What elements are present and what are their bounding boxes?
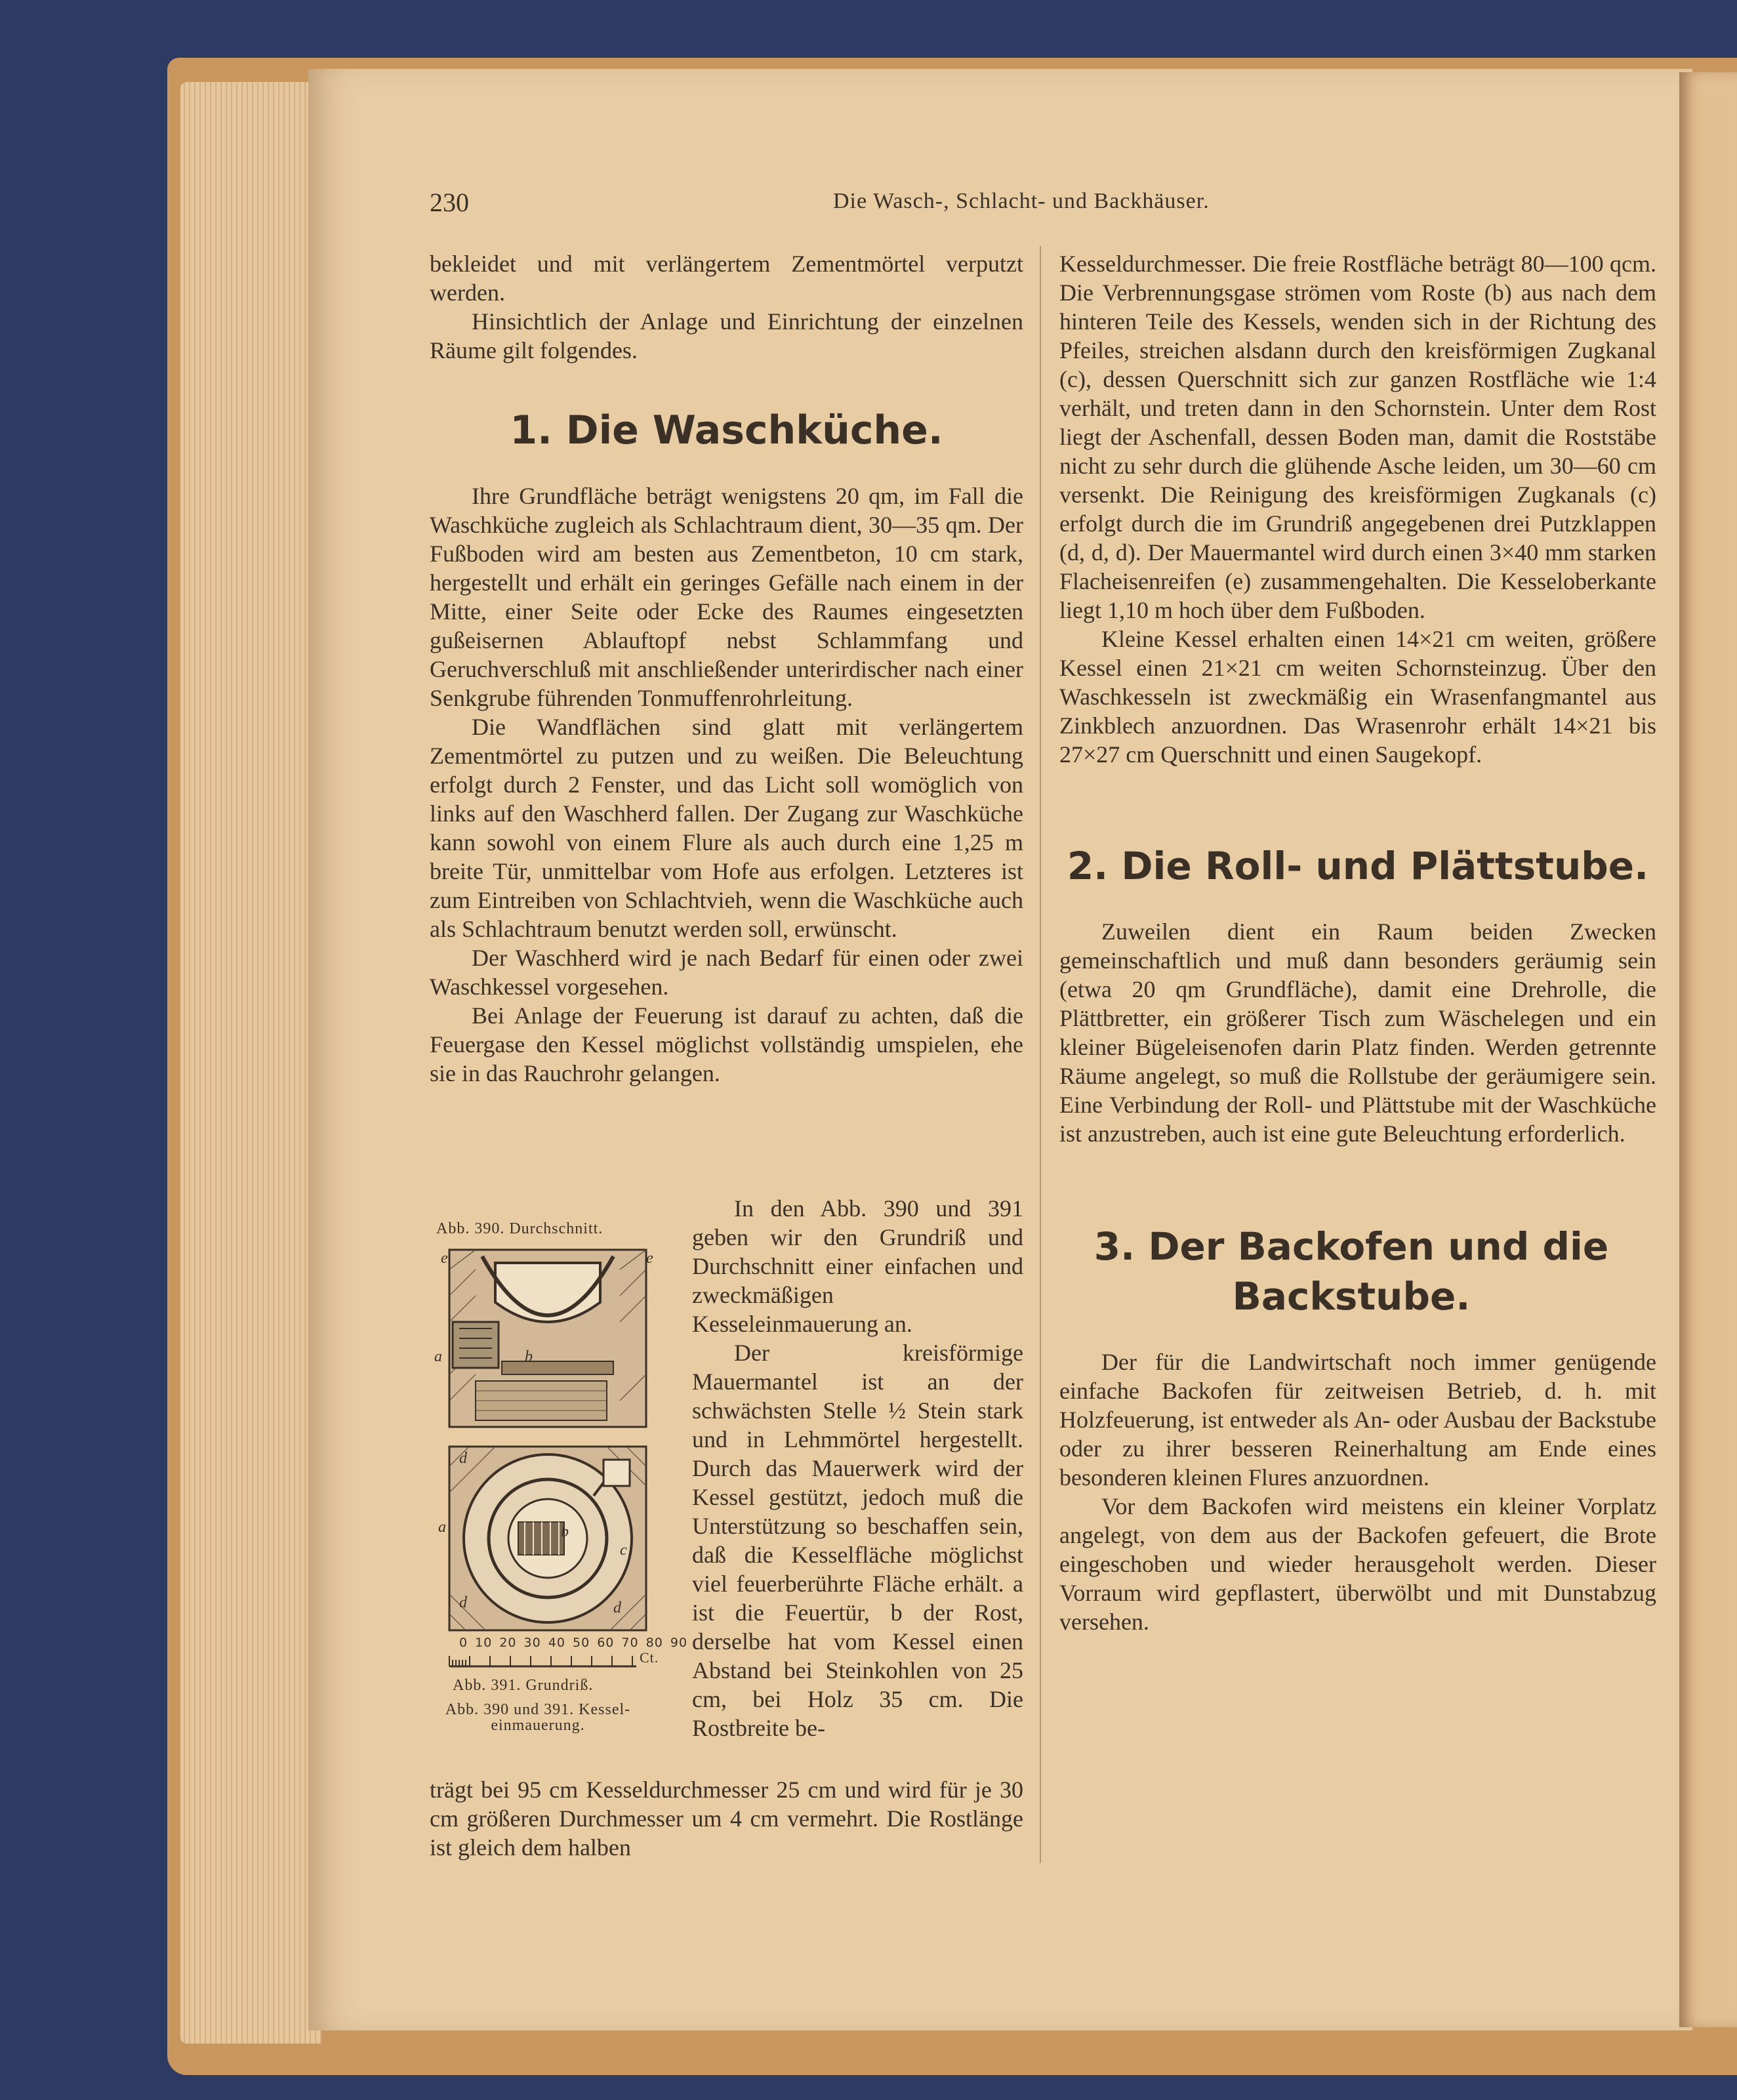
- section-heading: 1. Die Waschküche.: [510, 407, 943, 453]
- paragraph: In den Abb. 390 und 391 geben wir den Grundriß und Durchschnitt einer einfachen und zweckmäßigen Kesseleinmauerung an.: [692, 1195, 1023, 1337]
- label-d: d: [459, 1450, 468, 1467]
- scale-bar: [446, 1653, 643, 1669]
- figure-wrap-text: [692, 1194, 1023, 1742]
- paragraph: Die Wandflächen sind glatt mit verlängertem Zementmörtel zu putzen und zu weißen. Die Beleuchtung erfolgt durch 2 Fenster, und das Licht soll womöglich von links auf den Waschherd fallen. Der Zugang zur Waschküche kann sowohl von einem Flure als auch durch eine 1,25 m breite Tür, unmittelbar vom Hofe aus erfolgen. Letzteres ist zum Eintreiben von Schlachtvieh, wenn die Waschküche auch als Schlachtraum benutzt werden soll, erwünscht.: [430, 714, 1023, 942]
- paragraph: Der Waschherd wird je nach Bedarf für einen oder zwei Waschkessel vorgesehen.: [430, 945, 1023, 1000]
- column-divider: [1040, 246, 1041, 1863]
- paragraph: trägt bei 95 cm Kesseldurchmesser 25 cm und wird für je 30 cm größeren Durchmesser um 4 cm vermehrt. Die Rostlänge ist gleich dem halben: [430, 1777, 1023, 1861]
- label-d: d: [613, 1599, 622, 1616]
- figure-caption-both: Abb. 390 und 391. Kessel-einmauerung.: [445, 1701, 631, 1734]
- label-b: b: [525, 1348, 533, 1365]
- paragraph: Ihre Grundfläche beträgt wenigstens 20 qm, im Fall die Waschküche zugleich als Schlachtraum dient, 30—35 qm. Der Fußboden wird am besten aus Zementbeton, 10 cm stark, hergestellt und erhält ein geringes Gefälle nach einem in der Mitte, einer Seite oder Ecke des Raumes eingesetzten gußeisernen Ablauftopf nebst Schlammfang und Geruchverschluß mit anschließender unterirdischer nach einer Senkgrube führenden Tonmuffenrohrleitung.: [430, 483, 1023, 711]
- paragraph: Der für die Landwirtschaft noch immer genügende einfache Backofen für zeitweisen Betrieb, d. h. mit Holzfeuerung, ist entweder als An- oder Ausbau der Backstube oder zu ihrer besseren Reinerhaltung am Ende eines besonderen kleinen Flures anzuordnen.: [1059, 1349, 1656, 1491]
- scale-numbers: 0 10 20 30 40 50 60 70 80 90: [459, 1636, 688, 1650]
- label-e: e: [441, 1250, 449, 1267]
- paragraph: Bei Anlage der Feuerung ist darauf zu achten, daß die Feuergase den Kessel möglichst vollständig umspielen, ehe sie in das Rauchrohr gelangen.: [430, 1002, 1023, 1086]
- section-heading: 3. Der Backofen und die Backstube.: [1093, 1224, 1609, 1319]
- figure-caption-391: Abb. 391. Grundriß.: [453, 1677, 594, 1694]
- page-number: 230: [430, 188, 469, 217]
- paragraph: Zuweilen dient ein Raum beiden Zwecken gemeinschaftlich und muß dann besonders geräumig sein (etwa 20 qm Grundfläche), damit eine Drehrolle, die Plättbretter, ein größerer Tisch zum Wäschelegen und ein kleiner Bügeleisenofen darin Platz finden. Werden getrennte Räume angelegt, so muß die Rollstube der geräumigere sein. Eine Verbindung der Roll- und Plättstube mit der Waschküche ist anzustreben, auch ist eine gute Beleuchtung erforderlich.: [1059, 918, 1656, 1147]
- label-a: a: [434, 1348, 443, 1365]
- section-heading: 2. Die Roll- und Plättstube.: [1067, 844, 1649, 888]
- label-c: c: [620, 1542, 628, 1559]
- label-d: d: [459, 1594, 468, 1611]
- paragraph: Vor dem Backofen wird meistens ein kleiner Vorplatz angelegt, von dem aus der Backofen gefeuert, die Brote eingeschoben und wieder herausgeholt werden. Dieser Vorraum wird gepflastert, überwölbt und mit Dunstabzug versehen.: [1059, 1493, 1656, 1635]
- running-title: Die Wasch-, Schlacht- und Backhäuser.: [833, 189, 1210, 213]
- paragraph: Kleine Kessel erhalten einen 14×21 cm weiten, größere Kessel einen 21×21 cm weiten Schornsteinzug. Über den Waschkesseln ist zweckmäßig ein Wrasenfangmantel aus Zinkblech anzuordnen. Das Wrasenrohr erhält 14×21 bis 27×27 cm Querschnitt und einen Saugekopf.: [1059, 626, 1656, 768]
- paragraph: Hinsichtlich der Anlage und Einrichtung der einzelnen Räume gilt folgendes.: [430, 308, 1023, 363]
- facing-page-edge: [1679, 72, 1737, 2027]
- label-b: b: [561, 1523, 569, 1540]
- paragraph: Der kreisförmige Mauermantel ist an der schwächsten Stelle ½ Stein stark und in Lehmmörtel hergestellt. Durch das Mauerwerk wird der Kessel gestützt, jedoch muß die Unterstützung so beschaffen sein, daß die Kesselfläche möglichst viel feuerberührte Fläche erhält. a ist die Feuertür, b der Rost, derselbe hat vom Kessel einen Abstand bei Steinkohlen von 25 cm, bei Holz 35 cm. Die Rostbreite be-: [692, 1340, 1023, 1741]
- figure-plan-drawing: [436, 1443, 659, 1634]
- page-edges: [180, 82, 321, 2044]
- paragraph: bekleidet und mit verlängertem Zementmörtel verputzt werden.: [430, 251, 1023, 306]
- right-column: [1059, 249, 1656, 1636]
- scale-unit: Ct.: [640, 1649, 659, 1666]
- figure-caption-390: Abb. 390. Durchschnitt.: [436, 1220, 603, 1237]
- figure-section-drawing: [436, 1243, 659, 1433]
- paragraph: Kesseldurchmesser. Die freie Rostfläche beträgt 80—100 qcm. Die Verbrennungsgase strömen vom Roste (b) aus nach dem hinteren Teile des Kessels, wenden sich in der Richtung des Pfeiles, streichen alsdann durch den kreisförmigen Zugkanal (c), dessen Querschnitt sich zur ganzen Rostfläche wie 1:4 verhält, und treten dann in den Schornstein. Unter dem Rost liegt der Aschenfall, dessen Boden man, damit die Roststäbe nicht zu sehr durch die glühende Asche leiden, um 30—60 cm versenkt. Die Reinigung des kreisförmigen Zugkanals (c) erfolgt durch die im Grundriß angegebenen drei Putzklappen (d, d, d). Der Mauermantel wird durch einen 3×40 mm starken Flacheisenreifen (e) zusammengehalten. Die Kesseloberkante liegt 1,10 m hoch über dem Fußboden.: [1059, 251, 1656, 623]
- label-e: e: [646, 1250, 654, 1267]
- left-column-top: [430, 249, 1023, 1088]
- label-a: a: [438, 1519, 447, 1536]
- left-column-bottom: [430, 1775, 1023, 1862]
